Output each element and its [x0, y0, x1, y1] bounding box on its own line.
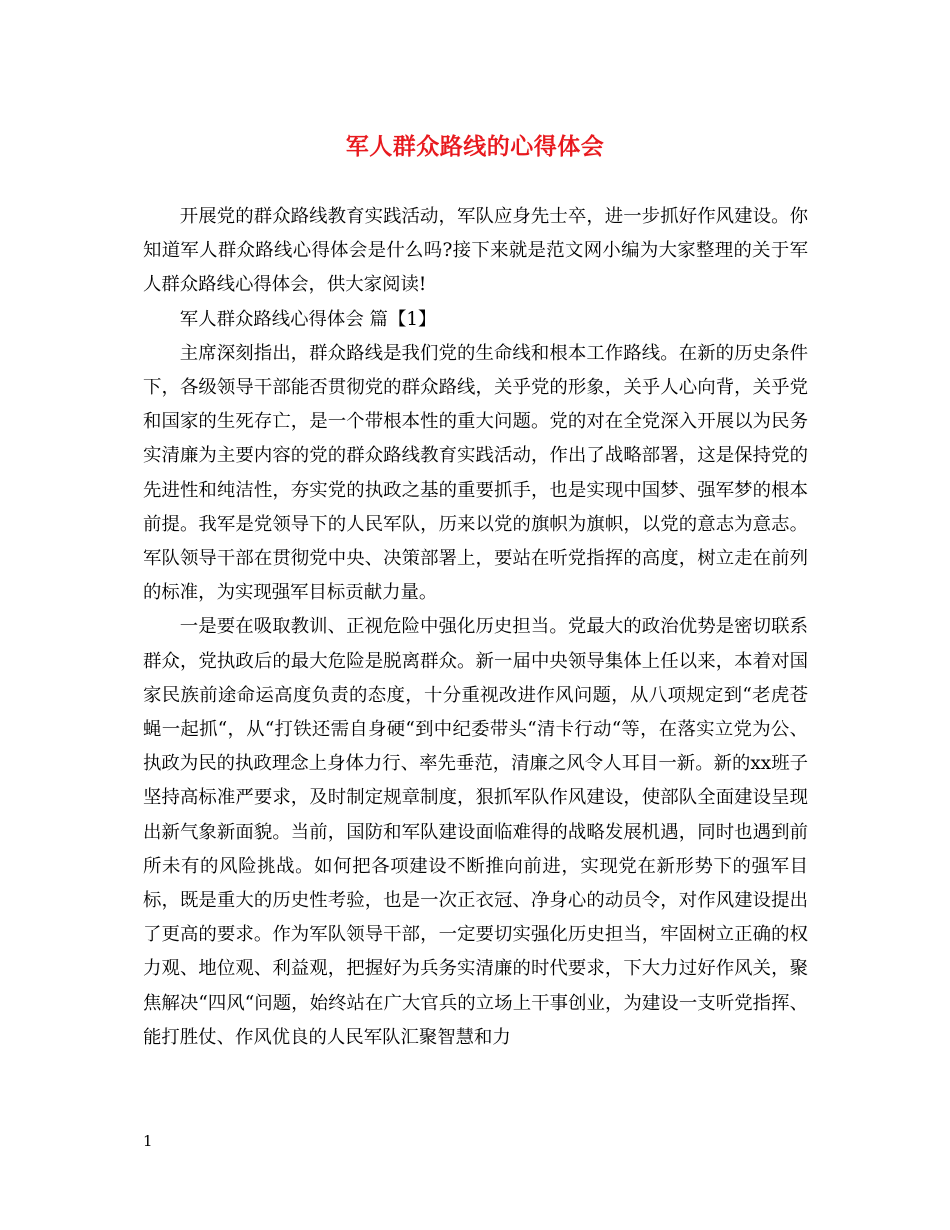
body-paragraph: 主席深刻指出，群众路线是我们党的生命线和根本工作路线。在新的历史条件下，各级领导干部能否贯彻党的群众路线，关乎党的形象，关乎人心向背，关乎党和国家的生死存亡，是一个带根本性的重大问题。党的对在全党深入开展以为民务实清廉为主要内容的党的群众路线教育实践活动，作出了战略部署，这是保持党的先进性和纯洁性，夯实党的执政之基的重要抓手，也是实现中国梦、强军梦的根本前提。我军是党领导下的人民军队，历来以党的旗帜为旗帜，以党的意志为意志。军队领导干部在贯彻党中央、决策部署上，要站在听党指挥的高度，树立走在前列的标准，为实现强军目标贡献力量。	[143, 342, 808, 604]
intro-paragraph: 开展党的群众路线教育实践活动，军队应身先士卒，进一步抓好作风建设。你知道军人群众路线心得体会是什么吗?接下来就是范文网小编为大家整理的关于军人群众路线心得体会，供大家阅读!	[143, 206, 808, 296]
document-body	[143, 200, 808, 1055]
section-heading: 军人群众路线心得体会 篇【1】	[179, 308, 437, 330]
body-paragraph: 一是要在吸取教训、正视危险中强化历史担当。党最大的政治优势是密切联系群众，党执政后的最大危险是脱离群众。新一届中央领导集体上任以来，本着对国家民族前途命运高度负责的态度，十分重视改进作风问题，从八项规定到“老虎苍蝇一起抓“，从“打铁还需自身硬“到中纪委带头“清卡行动“等，在落实立党为公、执政为民的执政理念上身体力行、率先垂范，清廉之风令人耳目一新。新的xx班子坚持高标准严要求，及时制定规章制度，狠抓军队作风建设，使部队全面建设呈现出新气象新面貌。当前，国防和军队建设面临难得的战略发展机遇，同时也遇到前所未有的风险挑战。如何把各项建设不断推向前进，实现党在新形势下的强军目标，既是重大的历史性考验，也是一次正衣冠、净身心的动员令，对作风建设提出了更高的要求。作为军队领导干部，一定要切实强化历史担当，牢固树立正确的权力观、地位观、利益观，把握好为兵务实清廉的时代要求，下大力过好作风关，聚焦解决“四风“问题，始终站在广大官兵的立场上干事创业，为建设一支听党指挥、能打胜仗、作风优良的人民军队汇聚智慧和力	[143, 616, 808, 1048]
document-title: 军人群众路线的心得体会	[345, 133, 605, 160]
page-number: 1	[143, 1132, 153, 1150]
